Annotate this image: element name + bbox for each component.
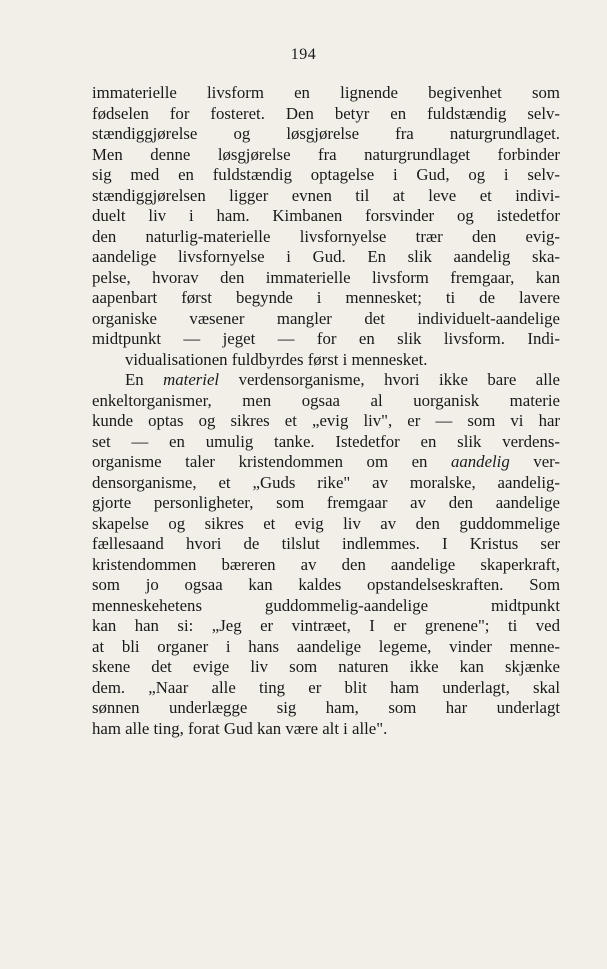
text-line: ham alle ting, forat Gud kan være alt i alle". [92, 718, 388, 738]
text-line: sønnen underlægge sig ham, som har underlagt [92, 698, 560, 717]
text-line: vidualisationen fuldbyrdes først i mennesket. [125, 349, 428, 369]
text-line: dem. „Naar alle ting er blit ham underlagt, skal [92, 677, 560, 697]
text-line: at bli organer i hans aandelige legeme, vinder menne- [92, 636, 560, 656]
text-line: kristendommen bæreren av den aandelige skaperkraft, [92, 554, 560, 574]
text-fragment: ver- [509, 452, 560, 471]
text-line: immaterielle livsform en lignende begivenhet som [92, 83, 560, 102]
text-line [92, 370, 560, 391]
text-fragment: organisme taler kristendommen om en [92, 452, 451, 471]
text-line: fællesaand hvori de tilslut indlemmes. I Kristus ser [92, 534, 560, 553]
text-line: aandelige livsfornyelse i Gud. En slik aandelig ska- [92, 247, 560, 266]
text-line: pelse, hvorav den immaterielle livsform fremgaar, kan [92, 267, 560, 287]
text-line: skene det evige liv som naturen ikke kan skjænke [92, 657, 560, 676]
text-line: som jo ogsaa kan kaldes opstandelseskraften. Som [92, 575, 560, 594]
text-line: kan han si: „Jeg er vintræet, I er grenene"; ti ved [92, 616, 560, 635]
text-line: Men denne løsgjørelse fra naturgrundlaget forbinder [92, 144, 560, 164]
page-number: 194 [290, 46, 317, 63]
text-line: menneskehetens guddommelig-aandelige midtpunkt [92, 595, 560, 615]
text-fragment: verdensorganisme, hvori ikke bare alle [219, 370, 561, 389]
text-line: gjorte personligheter, som fremgaar av den aandelige [92, 493, 560, 512]
body-text [92, 83, 560, 739]
text-line: organiske væsener mangler det individuelt-aandelige [92, 308, 560, 328]
text-line: kunde optas og sikres et „evig liv", er — som vi har [92, 411, 560, 430]
text-line: enkeltorganismer, men ogsaa al uorganisk materie [92, 390, 560, 410]
text-line: skapelse og sikres et evig liv av den guddommelige [92, 513, 560, 533]
text-line: aapenbart først begynde i mennesket; ti de lavere [92, 288, 560, 307]
emphasis-aandelig: aandelig [451, 452, 510, 471]
text-line: duelt liv i ham. Kimbanen forsvinder og istedetfor [92, 206, 560, 225]
text-fragment: En [125, 370, 164, 389]
text-line: set — en umulig tanke. Istedetfor en slik verdens- [92, 431, 560, 451]
text-line: stændiggjørelsen ligger evnen til at leve et indivi- [92, 185, 560, 205]
text-line: midtpunkt — jeget — for en slik livsform. Indi- [92, 329, 560, 348]
text-line: fødselen for fosteret. Den betyr en fuldstændig selv- [92, 103, 560, 123]
text-line [92, 452, 560, 473]
text-line: stændiggjørelse og løsgjørelse fra naturgrundlaget. [92, 124, 560, 143]
text-line: densorganisme, et „Guds rike" av moralske, aandelig- [92, 472, 560, 492]
text-line: sig med en fuldstændig optagelse i Gud, og i selv- [92, 165, 560, 184]
text-line: den naturlig-materielle livsfornyelse trær den evig- [92, 226, 560, 246]
emphasis-materiel: materiel [163, 370, 220, 389]
